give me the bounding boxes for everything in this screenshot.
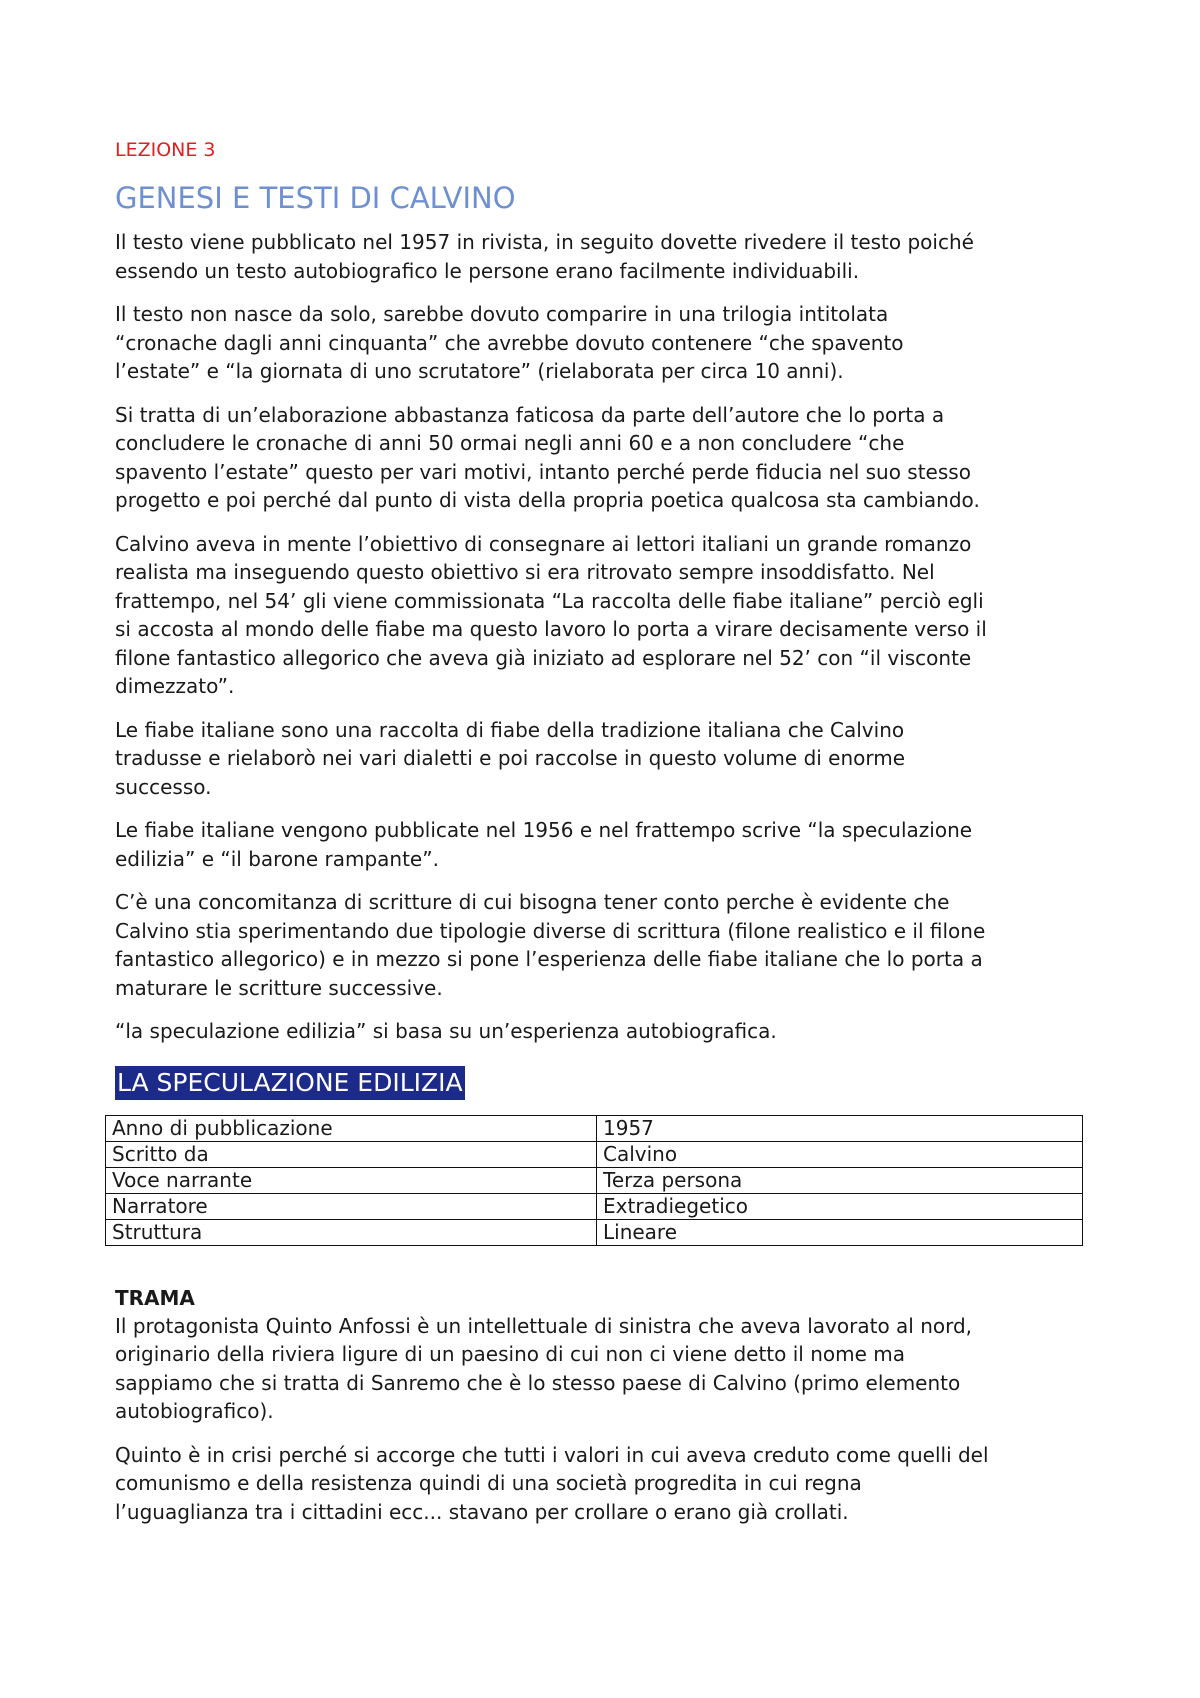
table-cell-label: Anno di pubblicazione xyxy=(106,1115,597,1141)
paragraph: Le fiabe italiane vengono pubblicate nel 1956 e nel frattempo scrive “la speculazione edilizia” e “il barone rampante”. xyxy=(115,818,973,871)
paragraph: Le fiabe italiane sono una raccolta di fiabe della tradizione italiana che Calvino tradusse e rielaborò nei vari dialetti e poi raccolse in questo volume di enorme successo. xyxy=(115,717,906,799)
table-row xyxy=(106,1167,1083,1193)
table-cell-value: Calvino xyxy=(597,1141,1083,1167)
table-row xyxy=(106,1193,1083,1219)
info-table xyxy=(105,1115,1083,1246)
paragraph: C’è una concomitanza di scritture di cui bisogna tener conto perche è evidente che Calvino stia sperimentando due tipologie diverse di scrittura (filone realistico e il filone fantastico allegorico) e in mezzo si pone l’esperienza delle fiabe italiane che lo porta a maturare le scritture successive. xyxy=(115,890,986,1000)
table-row xyxy=(106,1141,1083,1167)
intro-section xyxy=(115,228,1100,1046)
section-heading-container xyxy=(115,1066,1100,1103)
document-content xyxy=(112,138,1100,1541)
table-cell-label: Voce narrante xyxy=(106,1167,597,1193)
table-cell-label: Scritto da xyxy=(106,1141,597,1167)
paragraph: “la speculazione edilizia” si basa su un’esperienza autobiografica. xyxy=(115,1019,777,1043)
section-heading: LA SPECULAZIONE EDILIZIA xyxy=(115,1066,465,1100)
table-cell-label: Narratore xyxy=(106,1193,597,1219)
paragraph: Calvino aveva in mente l’obiettivo di consegnare ai lettori italiani un grande romanzo realista ma inseguendo questo obiettivo si era ritrovato sempre insoddisfatto. Nel frattempo, nel 54’ gli viene commissionata “La raccolta delle fiabe italiane” perciò egli si accosta al mondo delle fiabe ma questo lavoro lo porta a virare decisamente verso il filone fantastico allegorico che aveva già iniziato ad esplorare nel 52’ con “il visconte dimezzato”. xyxy=(115,531,987,698)
table-cell-value: Lineare xyxy=(597,1219,1083,1245)
main-heading: GENESI E TESTI DI CALVINO xyxy=(115,181,516,215)
plot-heading: TRAMA xyxy=(115,1285,195,1310)
table-row xyxy=(106,1115,1083,1141)
paragraph: Si tratta di un’elaborazione abbastanza faticosa da parte dell’autore che lo porta a concludere le cronache di anni 50 ormai negli anni 60 e a non concludere “che spavento l’estate” questo per vari motivi, intanto perché perde fiducia nel suo stesso progetto e poi perché dal punto di vista della propria poetica qualcosa sta cambiando. xyxy=(115,402,980,512)
paragraph: Il testo viene pubblicato nel 1957 in rivista, in seguito dovette rivedere il testo poiché essendo un testo autobiografico le persone erano facilmente individuabili. xyxy=(115,230,974,283)
table-cell-value: 1957 xyxy=(597,1115,1083,1141)
paragraph: Il protagonista Quinto Anfossi è un intellettuale di sinistra che aveva lavorato al nord, originario della riviera ligure di un paesino di cui non ci viene detto il nome ma sappiamo che si tratta di Sanremo che è lo stesso paese di Calvino (primo elemento autobiografico). xyxy=(115,1313,973,1423)
paragraph: Quinto è in crisi perché si accorge che tutti i valori in cui aveva creduto come quelli del comunismo e della resistenza quindi di una società progredita in cui regna l’uguaglianza tra i cittadini ecc... stavano per crollare o erano già crollati. xyxy=(115,1442,989,1524)
table-cell-label: Struttura xyxy=(106,1219,597,1245)
lesson-label: LEZIONE 3 xyxy=(115,139,216,161)
table-row xyxy=(106,1219,1083,1245)
table-cell-value: Extradiegetico xyxy=(597,1193,1083,1219)
paragraph: Il testo non nasce da solo, sarebbe dovuto comparire in una trilogia intitolata “cronache dagli anni cinquanta” che avrebbe dovuto contenere “che spavento l’estate” e “la giornata di uno scrutatore” (rielaborata per circa 10 anni). xyxy=(115,302,904,383)
table-cell-value: Terza persona xyxy=(597,1167,1083,1193)
plot-section xyxy=(115,1284,1100,1527)
